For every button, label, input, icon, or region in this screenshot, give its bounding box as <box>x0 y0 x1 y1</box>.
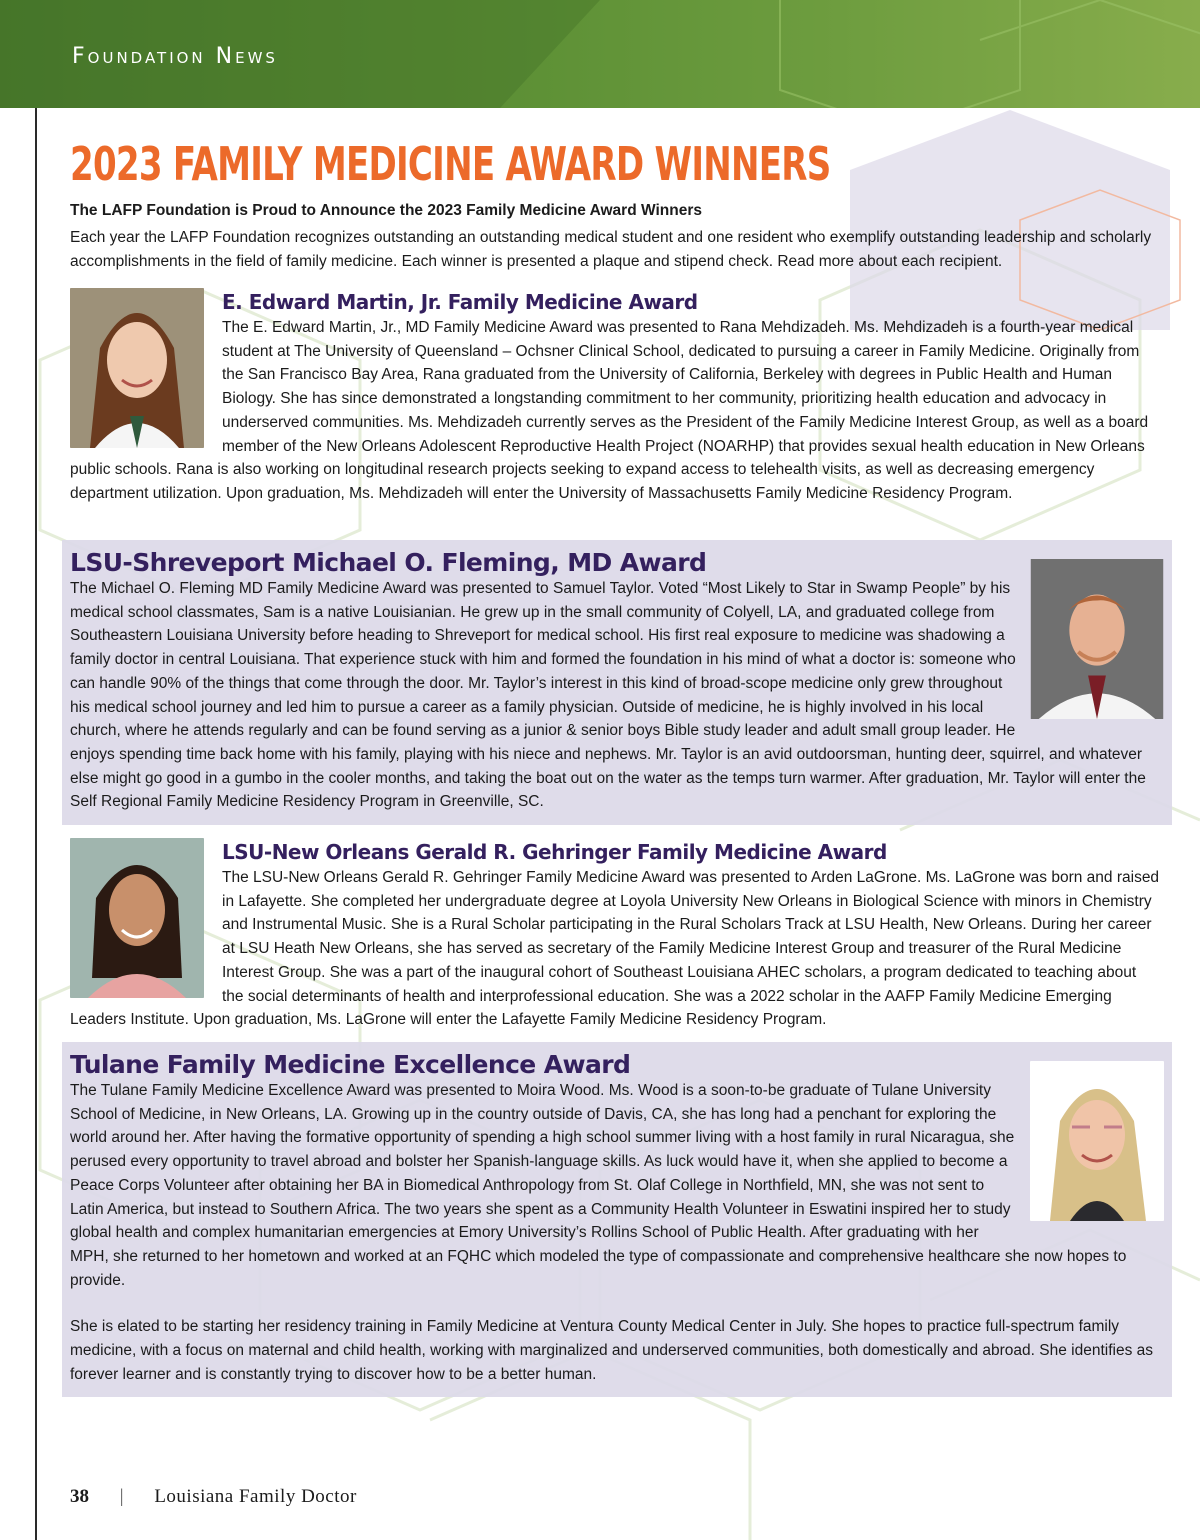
header-banner <box>0 0 1200 108</box>
award-title: Tulane Family Medicine Excellence Award <box>70 1050 631 1079</box>
award-section-martin <box>70 288 1162 506</box>
award-description: The Tulane Family Medicine Excellence Award was presented to Moira Wood. Ms. Wood is a soon-to-be graduate of Tulane University School of Medicine, in New Orleans, LA. Growing up in the country outside of Davis, CA, she has long had a penchant for exploring the world around her. After having the formative opportunity of spending a high school summer living with a host family in rural Nicaragua, she perused every opportunity to travel abroad and bolster her Spanish-language skills. As luck would have it, when she applied to become a Peace Corps Volunteer after obtaining her BA in Biomedical Anthropology from St. Olaf College in Northfield, MN, she was not sent to Latin America, but instead to Southern Africa. The two years she spent as a Community Health Volunteer in Eswatini inspired her to study global health and complex humanitarian emergencies at Emory University’s Rollins School of Public Health. After graduating with her MPH, she returned to her hometown and worked at an FQHC which modeled the type of compassionate and comprehensive healthcare she now hopes to provide. <box>70 1082 1127 1289</box>
award-description: The Michael O. Fleming MD Family Medicine Award was presented to Samuel Taylor. Voted “Most Likely to Star in Swamp People” by his medical school classmates, Sam is a native Louisianian. He grew up in the small community of Colyell, LA, and graduated college from Southeastern Louisiana University before heading to Shreveport for medical school. His first real exposure to medicine was shadowing a family doctor in central Louisiana. That experience stuck with him and formed the foundation in his mind of what a doctor is: someone who can handle 90% of the things that come through the door. Mr. Taylor’s interest in this kind of broad-scope medicine only grew throughout his medical school journey and led him to pursue a career as a family physician. Outside of medicine, he is highly involved in his local church, where he attends regularly and can be found serving as a junior & senior boys Bible study leader and adult small group leader. He enjoys spending time back home with his family, playing with his niece and nephews. Mr. Taylor is an avid outdoorsman, hunting deer, squirrel, and whatever else might go good in a gumbo in the cooler months, and taking the boat out on the water as the temps turn warmer. After graduation, Mr. Taylor will enter the Self Regional Family Medicine Residency Program in Greenville, SC. <box>70 580 1146 811</box>
page-title: 2023 FAMILY MEDICINE AWARD WINNERS <box>70 137 831 191</box>
award-section-gehringer <box>70 838 1162 1032</box>
award-title: LSU-Shreveport Michael O. Fleming, MD Award <box>70 548 707 577</box>
award-description-continued: She is elated to be starting her residency training in Family Medicine at Ventura County Medical Center in July. She hopes to practice full-spectrum family medicine, with a focus on maternal and child health, working with marginalized and underserved communities, both domestically and abroad. She identifies as forever learner and is constantly trying to discover how to be a better human. <box>70 1318 1154 1383</box>
award-title: LSU-New Orleans Gerald R. Gehringer Family Medicine Award <box>222 840 887 864</box>
intro-text: Each year the LAFP Foundation recognizes outstanding an outstanding medical student and one resident who exemplify outstanding leadership and scholarly accomplishments in the field of family medicine. Each winner is presented a plaque and stipend check. Read more about each recipient. <box>70 229 1152 270</box>
footer-separator: | <box>119 1486 124 1507</box>
photo-rana-mehdizadeh <box>70 288 204 448</box>
page-number: 38 <box>70 1486 89 1507</box>
photo-moira-wood <box>1030 1061 1164 1221</box>
award-title: E. Edward Martin, Jr. Family Medicine Award <box>222 290 698 314</box>
photo-arden-lagrone <box>70 838 204 998</box>
section-label: Foundation News <box>72 44 278 69</box>
award-section-fleming <box>62 540 1172 825</box>
page-footer <box>70 1486 357 1508</box>
photo-samuel-taylor <box>1030 559 1164 719</box>
award-description: The E. Edward Martin, Jr., MD Family Medicine Award was presented to Rana Mehdizadeh. Ms. Mehdizadeh is a fourth-year medical student at The University of Queensland – Ochsner Clinical School, dedicated to pursuing a career in Family Medicine. Originally from the San Francisco Bay Area, Rana graduated from the University of California, Berkeley with degrees in Public Health and Human Biology. She has since demonstrated a longstanding commitment to her community, prioritizing health education and advocacy in underserved communities. Ms. Mehdizadeh currently serves as the President of the Family Medicine Interest Group, as well as a board member of the New Orleans Adolescent Reproductive Health Project (NOARHP) that provides sexual health education in New Orleans public schools. Rana is also working on longitudinal research projects seeking to expand access to telehealth visits, as well as decreasing emergency department utilization. Upon graduation, Ms. Mehdizadeh will enter the University of Massachusetts Family Medicine Residency Program. <box>70 319 1149 502</box>
intro-heading: The LAFP Foundation is Proud to Announce the 2023 Family Medicine Award Winners <box>70 202 702 219</box>
award-description: The LSU-New Orleans Gerald R. Gehringer Family Medicine Award was presented to Arden LaGrone. Ms. LaGrone was born and raised in Lafayette. She completed her undergraduate degree at Loyola University New Orleans in Biological Science with minors in Chemistry and Instrumental Music. She is a Rural Scholar participating in the Rural Scholars Track at LSU Health, New Orleans. During her career at LSU Heath New Orleans, she has served as secretary of the Family Medicine Interest Group and treasurer of the Rural Medicine Interest Group. She was a part of the inaugural cohort of Southeast Louisiana AHEC scholars, a program dedicated to teaching about the social determinants of health and interprofessional education. She was a 2022 scholar in the AAFP Family Medicine Emerging Leaders Institute. Upon graduation, Ms. LaGrone will enter the Lafayette Family Medicine Residency Program. <box>70 869 1160 1029</box>
award-section-tulane <box>62 1042 1172 1397</box>
left-margin-rule <box>35 108 37 1540</box>
publication-name: Louisiana Family Doctor <box>154 1486 357 1507</box>
